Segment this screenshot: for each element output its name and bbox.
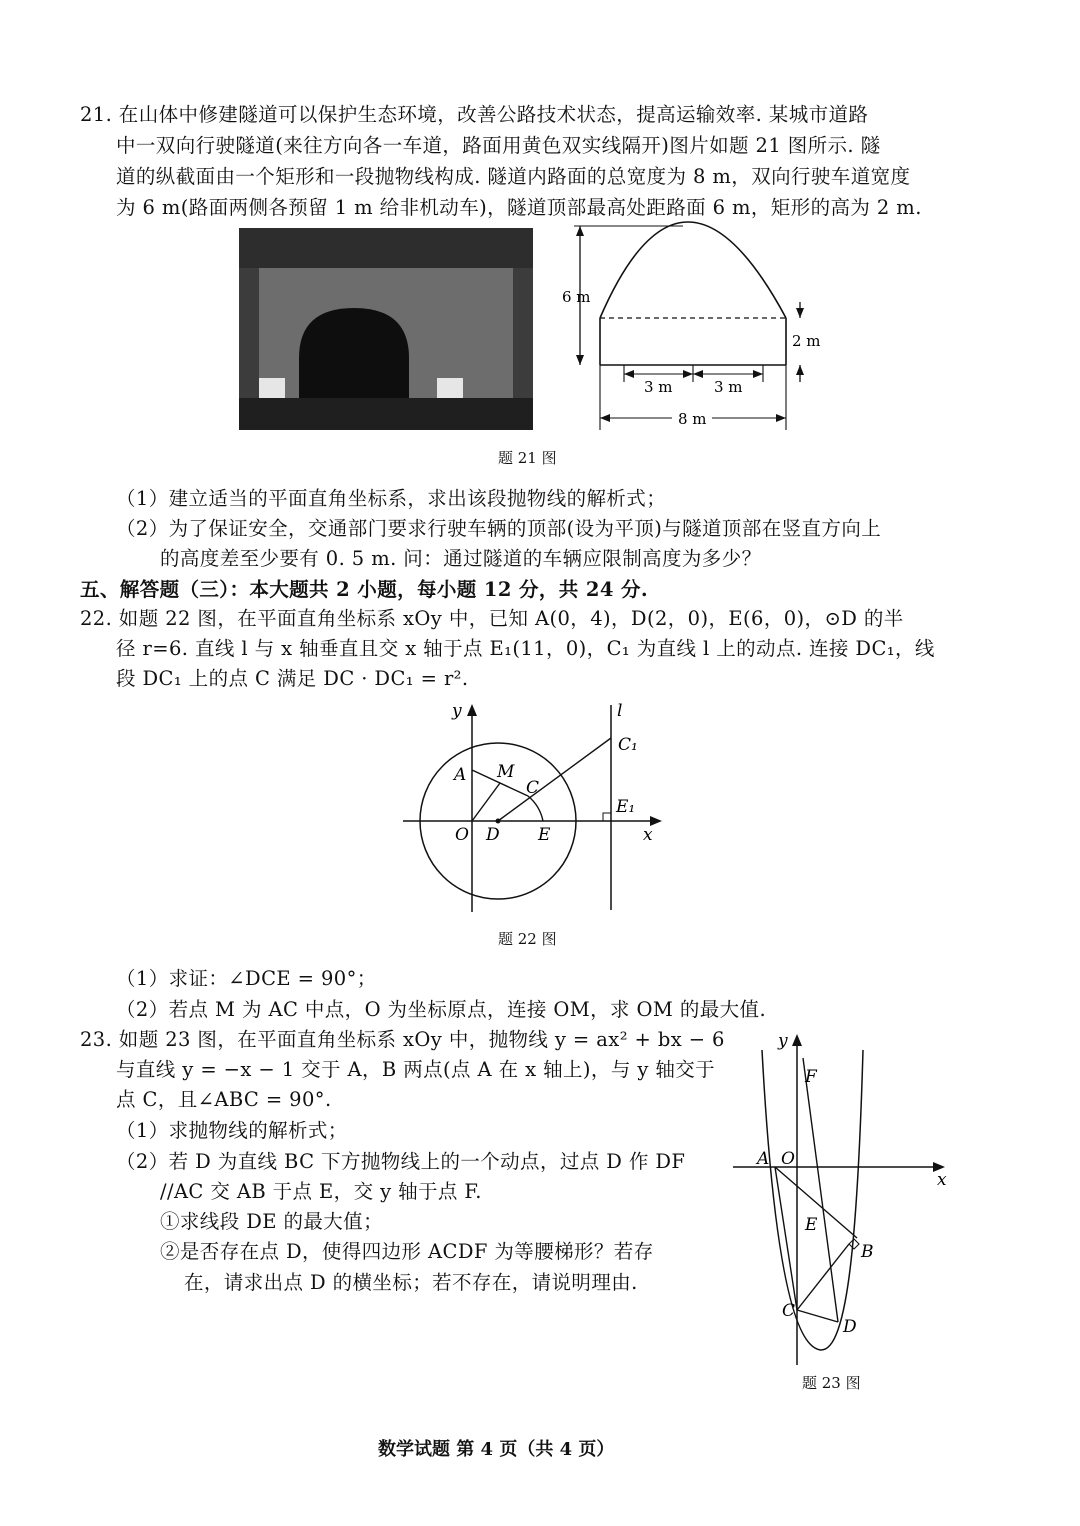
fig22-D: D: [486, 825, 500, 845]
q23-line-3: 点 C，且∠ABC = 90°.: [116, 1088, 332, 1111]
q23-line-1: 23. 如题 23 图，在平面直角坐标系 xOy 中，抛物线 y = ax² + bx − 6: [80, 1028, 725, 1051]
q21-part-2: （2）为了保证安全，交通部门要求行驶车辆的顶部(设为平顶)与隧道顶部在竖直方向上: [116, 517, 882, 540]
fig22-A: A: [454, 765, 467, 785]
fig23-F: F: [805, 1067, 817, 1087]
fig22-M: M: [497, 762, 515, 782]
fig22-l: l: [617, 701, 623, 721]
tunnel-photo: [239, 228, 533, 430]
fig23-C: C: [782, 1301, 796, 1321]
fig23-x: x: [937, 1170, 947, 1190]
q23-line-2: 与直线 y = −x − 1 交于 A，B 两点(点 A 在 x 轴上)，与 y 轴交于: [116, 1058, 716, 1081]
fig22-E1: E₁: [616, 797, 636, 817]
fig23-D: D: [843, 1317, 857, 1337]
q22-part-1: （1）求证：∠DCE = 90°；: [116, 967, 377, 990]
q21-part-2-cont: 的高度差至少要有 0. 5 m. 问：通过隧道的车辆应限制高度为多少？: [160, 547, 762, 570]
fig22-C1: C₁: [618, 735, 638, 755]
figure-22: [400, 700, 670, 915]
fig22-caption: 题 22 图: [498, 930, 557, 948]
fig21-caption: 题 21 图: [498, 449, 557, 467]
q22-line-3: 段 DC₁ 上的点 C 满足 DC · DC₁ = r².: [116, 667, 469, 690]
q21-line-2: 中一双向行驶隧道(来往方向各一车道，路面用黄色双实线隔开)图片如题 21 图所示. 隧: [116, 134, 881, 157]
q21-part-1: （1）建立适当的平面直角坐标系，求出该段抛物线的解析式；: [116, 487, 667, 510]
label-8m: 8 m: [678, 410, 707, 428]
tunnel-photo-art: [239, 228, 533, 430]
figure-23: [725, 1030, 955, 1370]
fig23-caption: 题 23 图: [802, 1374, 861, 1392]
fig22-O: O: [455, 825, 469, 845]
q21-line-1: 21. 在山体中修建隧道可以保护生态环境，改善公路技术状态，提高运输效率. 某城市道路: [80, 103, 869, 126]
q22-part-2: （2）若点 M 为 AC 中点，O 为坐标原点，连接 OM，求 OM 的最大值.: [116, 998, 767, 1021]
page-footer: 数学试题 第 4 页（共 4 页）: [378, 1439, 615, 1460]
label-2m: 2 m: [792, 332, 821, 350]
fig22-y: y: [452, 701, 462, 721]
q21-line-4: 为 6 m(路面两侧各预留 1 m 给非机动车)，隧道顶部最高处距路面 6 m，矩形的高为 2 m.: [116, 196, 922, 219]
fig23-y: y: [778, 1031, 788, 1051]
tunnel-diagram: [560, 222, 850, 432]
label-6m: 6 m: [562, 288, 591, 306]
q23-sub-1: ①求线段 DE 的最大值；: [160, 1210, 383, 1233]
q23-part-2-cont: //AC 交 AB 于点 E，交 y 轴于点 F.: [160, 1180, 482, 1203]
q23-sub-2-cont: 在，请求出点 D 的横坐标；若不存在，请说明理由.: [184, 1271, 638, 1294]
q22-line-2: 径 r=6. 直线 l 与 x 轴垂直且交 x 轴于点 E₁(11，0)，C₁ 为直线 l 上的动点. 连接 DC₁，线: [116, 637, 935, 660]
section-5-header: 五、解答题（三）：本大题共 2 小题，每小题 12 分，共 24 分.: [80, 578, 649, 601]
fig23-O: O: [781, 1149, 795, 1169]
q21-line-3: 道的纵截面由一个矩形和一段抛物线构成. 隧道内路面的总宽度为 8 m，双向行驶车道宽度: [116, 165, 911, 188]
fig22-C: C: [526, 778, 540, 798]
label-3m-left: 3 m: [644, 378, 673, 396]
fig23-B: B: [861, 1242, 874, 1262]
fig23-E: E: [805, 1215, 818, 1235]
fig22-E: E: [538, 825, 551, 845]
label-3m-right: 3 m: [714, 378, 743, 396]
q23-part-2: （2）若 D 为直线 BC 下方抛物线上的一个动点，过点 D 作 DF: [116, 1150, 686, 1173]
q23-part-1: （1）求抛物线的解析式；: [116, 1119, 348, 1142]
q22-line-1: 22. 如题 22 图，在平面直角坐标系 xOy 中，已知 A(0，4)，D(2，0)，E(6，0)，⊙D 的半: [80, 607, 904, 630]
q23-sub-2: ②是否存在点 D，使得四边形 ACDF 为等腰梯形？若存: [160, 1240, 654, 1263]
fig23-A: A: [757, 1149, 770, 1169]
fig22-x: x: [643, 825, 653, 845]
